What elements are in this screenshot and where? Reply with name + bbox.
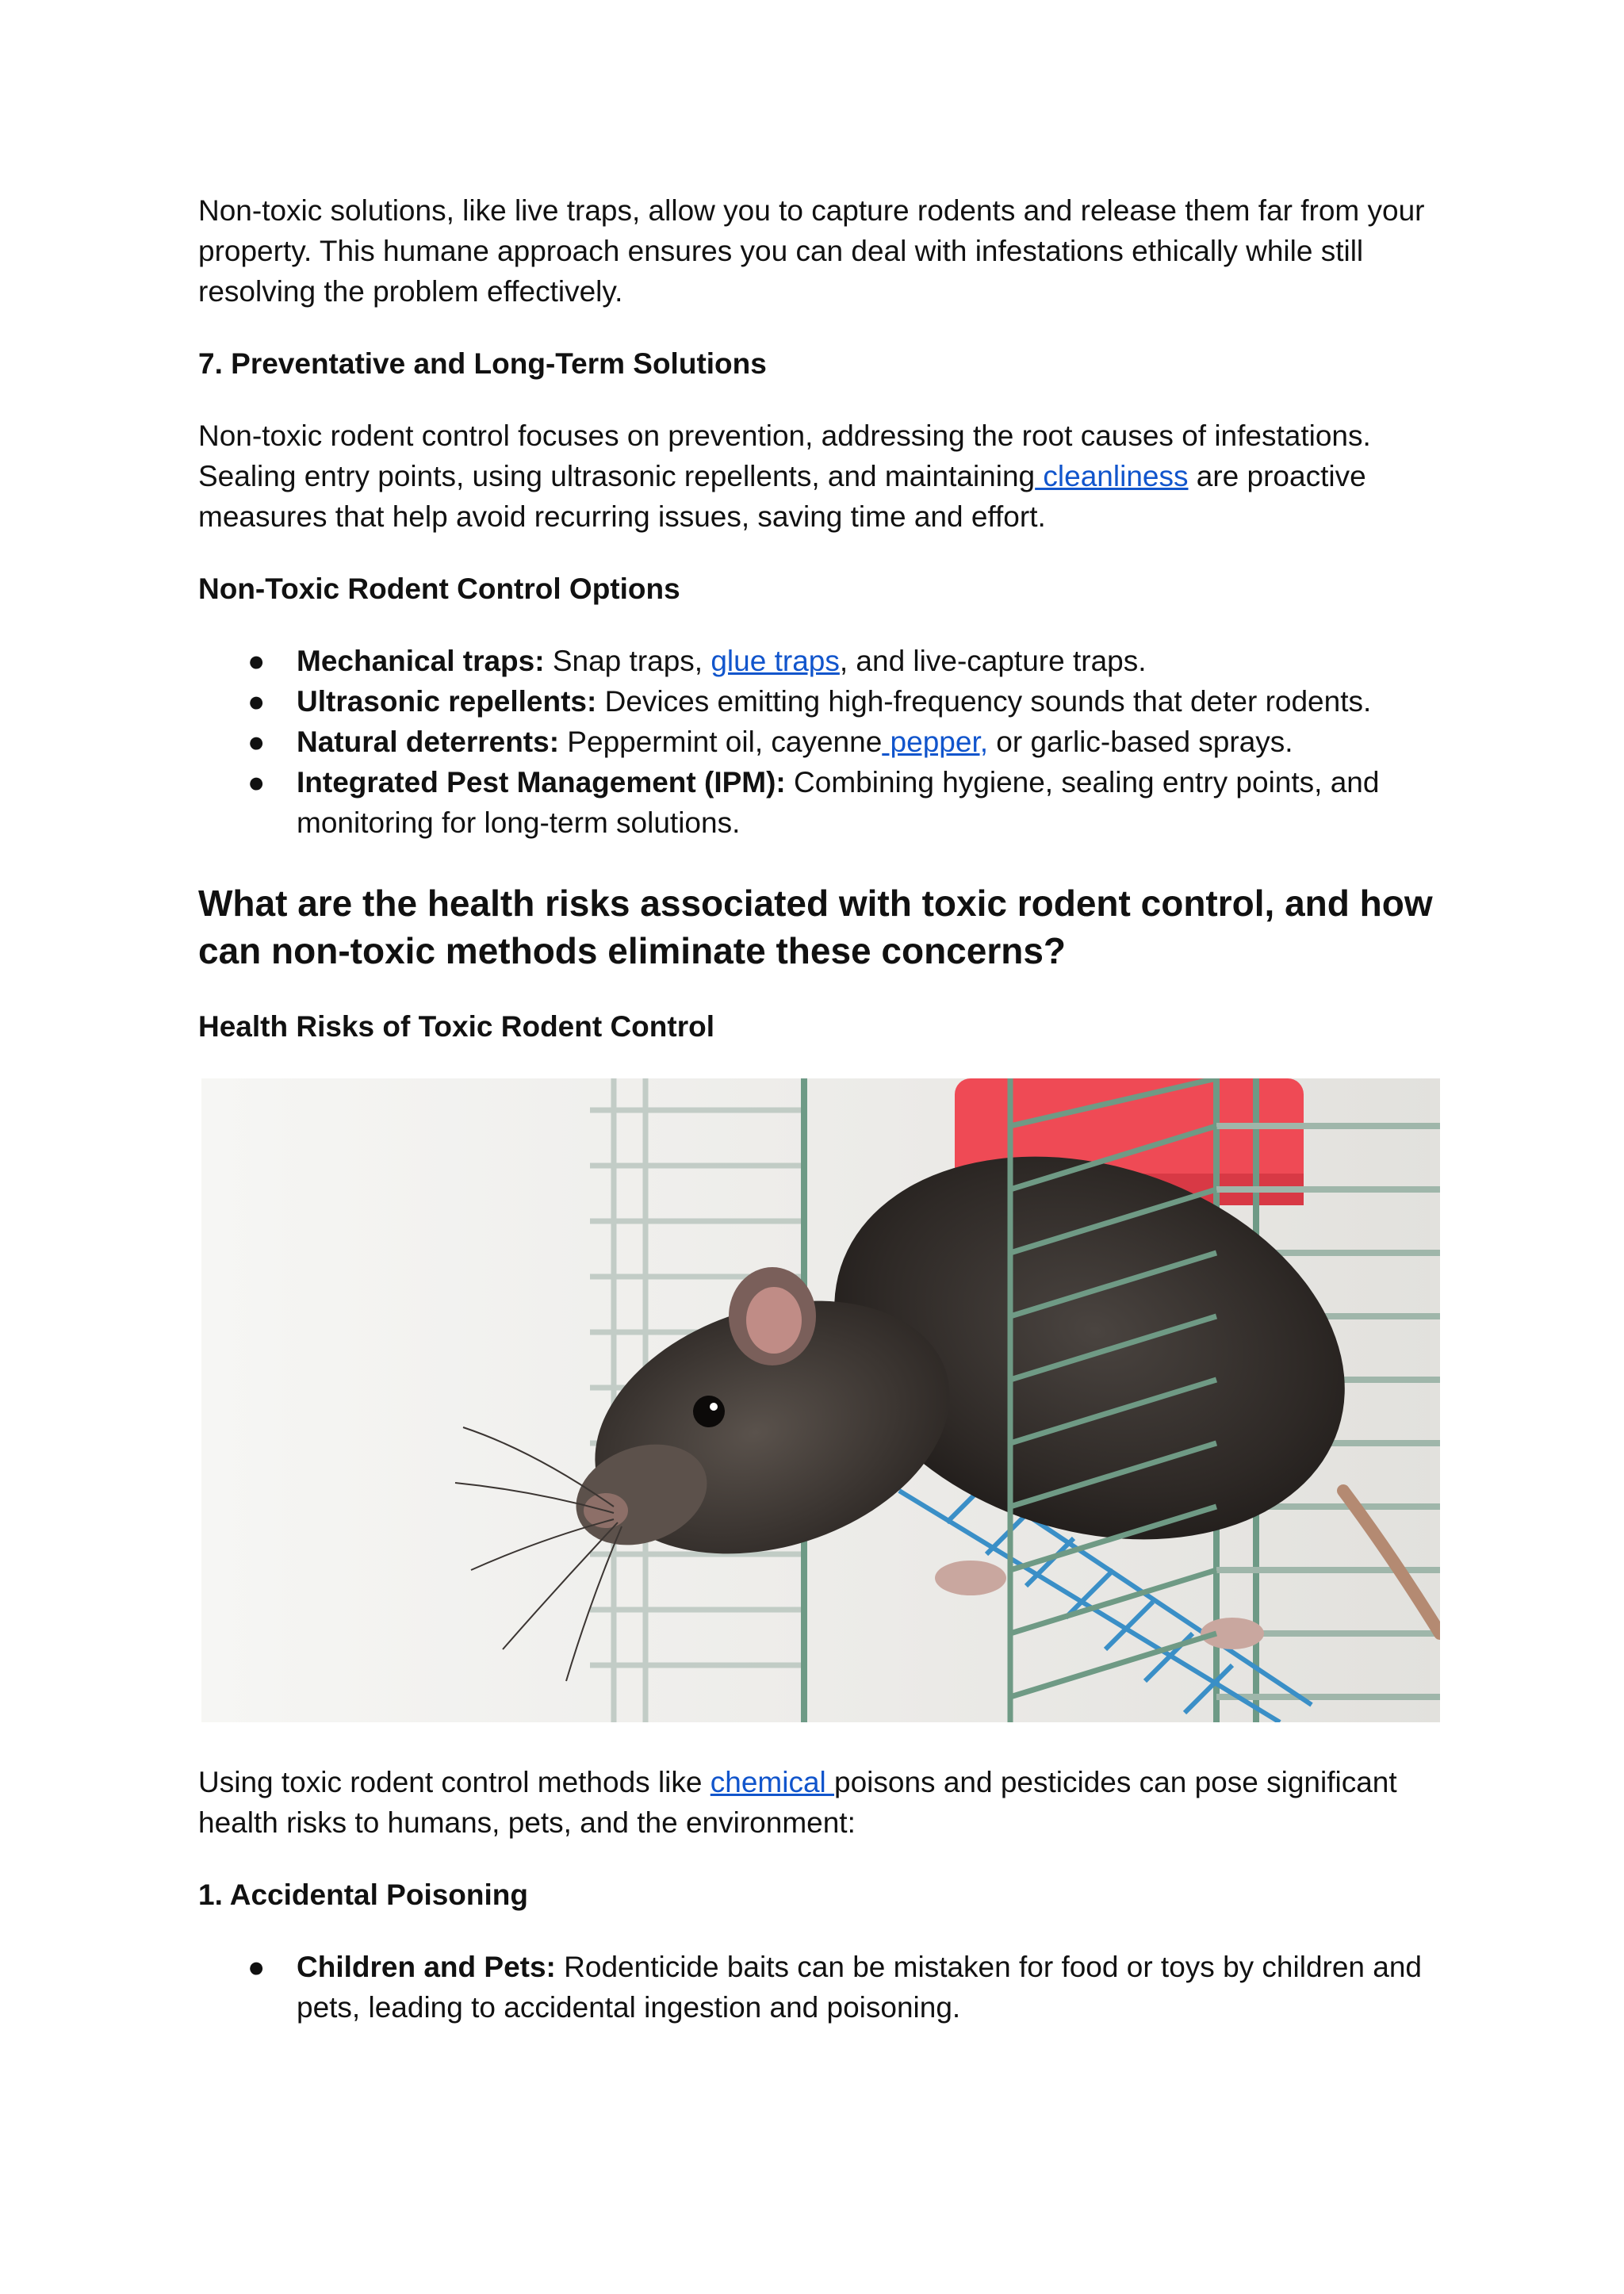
option-text: Snap traps, (544, 645, 711, 677)
question-heading: What are the health risks associated with toxic rodent control, and how can non-toxic methods eliminate these concerns? (198, 883, 1433, 971)
bullet-icon: ● (247, 685, 266, 718)
toxic-text-a: Using toxic rodent control methods like (198, 1766, 710, 1798)
option-text: Devices emitting high-frequency sounds that deter rodents. (596, 685, 1372, 718)
intro-paragraph: Non-toxic solutions, like live traps, allow you to capture rodents and release them far from your property. This humane approach ensures you can deal with infestations ethically while still resolving the problem effectively. (198, 194, 1425, 308)
bullet-icon: ● (247, 645, 266, 677)
toxic-paragraph (198, 1762, 1435, 1843)
prevention-paragraph (198, 416, 1435, 537)
list-item (198, 641, 1435, 681)
item-label: Children and Pets: (297, 1951, 556, 1983)
list-item (198, 681, 1435, 722)
glue-traps-link[interactable]: glue traps (710, 645, 840, 677)
heading-accidental-poisoning: 1. Accidental Poisoning (198, 1878, 528, 1911)
cleanliness-link[interactable]: cleanliness (1035, 460, 1189, 492)
pepper-link[interactable]: pepper, (882, 726, 989, 758)
rat-photo-illustration (201, 1078, 1440, 1722)
option-text: Combining hygiene, sealing entry points, and monitoring for long-term solutions. (297, 766, 1380, 839)
bullet-icon: ● (247, 1951, 266, 1983)
option-text-b: or garlic-based sprays. (988, 726, 1293, 758)
option-text-b: , and live-capture traps. (839, 645, 1147, 677)
list-item (198, 762, 1435, 843)
option-label: Ultrasonic repellents: (297, 685, 597, 718)
options-list (198, 641, 1435, 843)
accidental-list (198, 1947, 1435, 2028)
prevention-text-a: Non-toxic rodent control focuses on prevention, addressing the root causes of infestations. Sealing entry points, using ultrasonic repellents, and maintaining (198, 419, 1371, 492)
list-item (198, 722, 1435, 762)
option-text: Peppermint oil, cayenne (559, 726, 883, 758)
option-label: Natural deterrents: (297, 726, 560, 758)
prevention-text-b: are proactive measures that help avoid recurring issues, saving time and effort. (198, 460, 1366, 533)
rat-cage-photo (201, 1078, 1440, 1722)
heading-preventative: 7. Preventative and Long-Term Solutions (198, 347, 767, 380)
item-text: Rodenticide baits can be mistaken for food or toys by children and pets, leading to accidental ingestion and poisoning. (297, 1951, 1423, 2024)
option-label: Integrated Pest Management (IPM): (297, 766, 786, 798)
list-item (198, 1947, 1435, 2028)
bullet-icon: ● (247, 766, 266, 798)
heading-health-risks: Health Risks of Toxic Rodent Control (198, 1010, 714, 1043)
chemical-link[interactable]: chemical (710, 1766, 835, 1798)
heading-options: Non-Toxic Rodent Control Options (198, 573, 680, 605)
option-label: Mechanical traps: (297, 645, 545, 677)
bullet-icon: ● (247, 726, 266, 758)
toxic-text-b: poisons and pesticides can pose significant health risks to humans, pets, and the environment: (198, 1766, 1397, 1839)
document-page (198, 190, 1435, 2028)
